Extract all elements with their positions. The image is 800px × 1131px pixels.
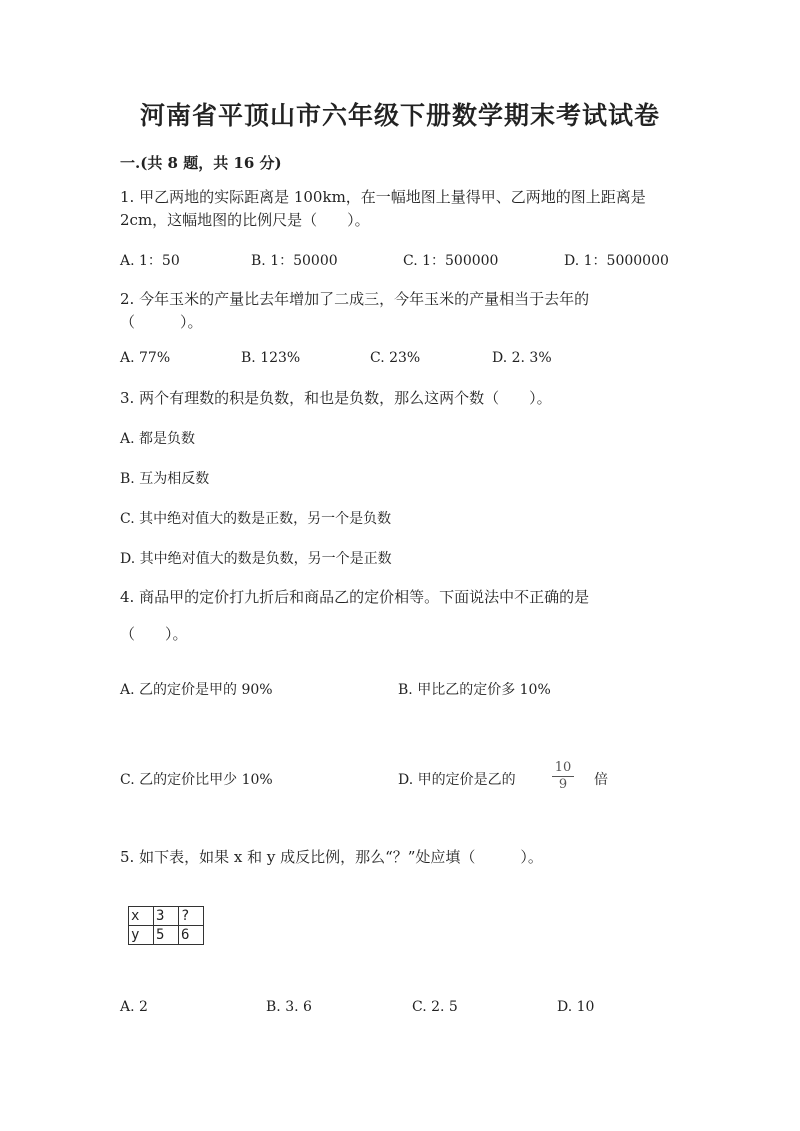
- question-2-line-2: （ ）。: [120, 313, 203, 331]
- table-cell: 6: [179, 926, 204, 945]
- q3-option-b: B. 互为相反数: [120, 471, 210, 487]
- q1-option-d: D. 1：5000000: [564, 253, 669, 269]
- q3-option-c: C. 其中绝对值大的数是正数，另一个是负数: [120, 511, 392, 527]
- table-row: [129, 907, 204, 926]
- q4-option-d-suffix: 倍: [594, 772, 608, 788]
- fraction-denominator: 9: [558, 777, 568, 792]
- question-4-line-2: （ ）。: [120, 625, 188, 643]
- q2-option-d: D. 2. 3%: [492, 350, 552, 366]
- question-4-line-1: 4. 商品甲的定价打九折后和商品乙的定价相等。下面说法中不正确的是: [120, 588, 590, 606]
- fraction-numerator: 10: [552, 760, 574, 777]
- fraction-ten-ninths: [552, 760, 574, 793]
- q5-option-b: B. 3. 6: [266, 999, 312, 1015]
- section-heading: 一.(共 8 题，共 16 分): [120, 154, 282, 172]
- question-2-line-1: 2. 今年玉米的产量比去年增加了二成三，今年玉米的产量相当于去年的: [120, 290, 590, 308]
- question-5-line-1: 5. 如下表，如果 x 和 y 成反比例，那么“？”处应填（ ）。: [120, 848, 543, 866]
- table-row: [129, 926, 204, 945]
- q1-option-c: C. 1：500000: [403, 253, 499, 269]
- q4-option-a: A. 乙的定价是甲的 90%: [120, 682, 273, 698]
- q2-option-c: C. 23%: [370, 350, 421, 366]
- q4-option-d: D. 甲的定价是乙的: [398, 772, 516, 788]
- table-cell: 3: [154, 907, 179, 926]
- q4-option-c: C. 乙的定价比甲少 10%: [120, 772, 273, 788]
- page-title: 河南省平顶山市六年级下册数学期末考试试卷: [139, 101, 660, 130]
- q2-option-b: B. 123%: [241, 350, 301, 366]
- q1-option-b: B. 1：50000: [251, 253, 338, 269]
- q5-option-a: A. 2: [120, 999, 148, 1015]
- q4-option-b: B. 甲比乙的定价多 10%: [398, 682, 551, 698]
- table-cell: x: [129, 907, 154, 926]
- question-1-line-1: 1. 甲乙两地的实际距离是 100km，在一幅地图上量得甲、乙两地的图上距离是: [120, 188, 646, 206]
- table-cell: 5: [154, 926, 179, 945]
- q1-option-a: A. 1：50: [120, 253, 180, 269]
- q3-option-a: A. 都是负数: [120, 431, 196, 447]
- xy-table: [128, 906, 204, 945]
- q5-option-d: D. 10: [557, 999, 595, 1015]
- q5-option-c: C. 2. 5: [412, 999, 458, 1015]
- table-cell: ?: [179, 907, 204, 926]
- q3-option-d: D. 其中绝对值大的数是负数，另一个是正数: [120, 551, 392, 567]
- table-cell: y: [129, 926, 154, 945]
- question-1-line-2: 2cm，这幅地图的比例尺是（ ）。: [120, 211, 370, 229]
- question-3-line-1: 3. 两个有理数的积是负数，和也是负数，那么这两个数（ ）。: [120, 389, 552, 407]
- q2-option-a: A. 77%: [120, 350, 171, 366]
